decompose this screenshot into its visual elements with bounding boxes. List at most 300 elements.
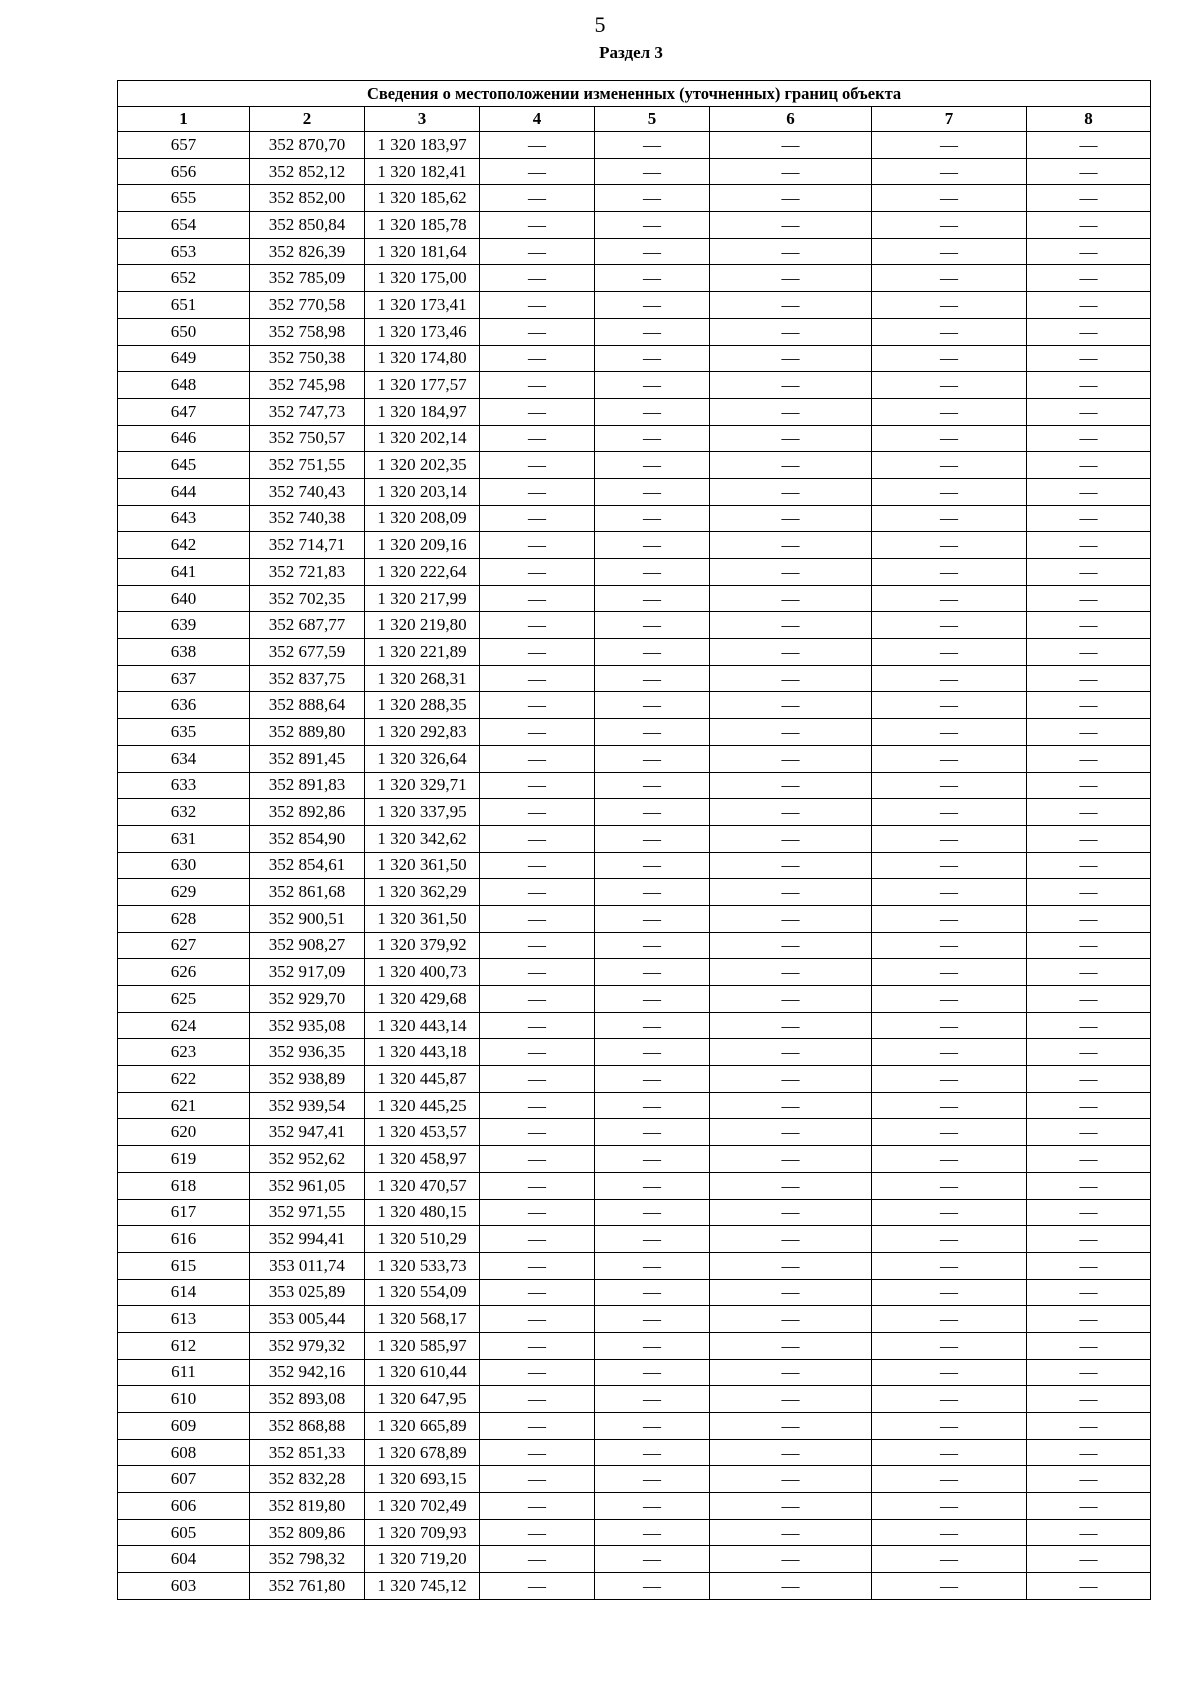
empty-dash-cell: — [480,932,595,959]
empty-dash-cell: — [710,452,872,479]
empty-dash-cell: — [595,292,710,319]
y-coordinate-cell: 1 320 184,97 [365,398,480,425]
point-number-cell: 611 [118,1359,250,1386]
point-number-cell: 656 [118,158,250,185]
point-number-cell: 638 [118,639,250,666]
empty-dash-cell: — [480,398,595,425]
empty-dash-cell: — [1027,452,1151,479]
x-coordinate-cell: 352 942,16 [250,1359,365,1386]
empty-dash-cell: — [872,1332,1027,1359]
empty-dash-cell: — [595,1306,710,1333]
table-row [118,1519,1151,1546]
y-coordinate-cell: 1 320 379,92 [365,932,480,959]
empty-dash-cell: — [710,478,872,505]
empty-dash-cell: — [710,1226,872,1253]
empty-dash-cell: — [710,852,872,879]
table-row [118,719,1151,746]
empty-dash-cell: — [872,185,1027,212]
empty-dash-cell: — [1027,238,1151,265]
empty-dash-cell: — [595,345,710,372]
empty-dash-cell: — [480,185,595,212]
page-number: 5 [594,12,606,37]
empty-dash-cell: — [710,932,872,959]
x-coordinate-cell: 352 908,27 [250,932,365,959]
x-coordinate-cell: 353 011,74 [250,1252,365,1279]
empty-dash-cell: — [480,1039,595,1066]
empty-dash-cell: — [595,986,710,1013]
y-coordinate-cell: 1 320 175,00 [365,265,480,292]
x-coordinate-cell: 352 851,33 [250,1439,365,1466]
empty-dash-cell: — [872,959,1027,986]
x-coordinate-cell: 353 005,44 [250,1306,365,1333]
y-coordinate-cell: 1 320 217,99 [365,585,480,612]
empty-dash-cell: — [1027,1226,1151,1253]
point-number-cell: 657 [118,132,250,159]
column-header: 6 [710,107,872,132]
empty-dash-cell: — [710,372,872,399]
empty-dash-cell: — [595,1386,710,1413]
table-row [118,1493,1151,1520]
empty-dash-cell: — [872,1546,1027,1573]
empty-dash-cell: — [872,1146,1027,1173]
empty-dash-cell: — [710,1012,872,1039]
empty-dash-cell: — [1027,1493,1151,1520]
empty-dash-cell: — [1027,1172,1151,1199]
table-row [118,212,1151,239]
x-coordinate-cell: 353 025,89 [250,1279,365,1306]
empty-dash-cell: — [595,372,710,399]
point-number-cell: 643 [118,505,250,532]
x-coordinate-cell: 352 961,05 [250,1172,365,1199]
empty-dash-cell: — [1027,852,1151,879]
empty-dash-cell: — [480,532,595,559]
empty-dash-cell: — [872,1466,1027,1493]
empty-dash-cell: — [872,478,1027,505]
empty-dash-cell: — [595,932,710,959]
empty-dash-cell: — [1027,745,1151,772]
empty-dash-cell: — [872,532,1027,559]
y-coordinate-cell: 1 320 173,41 [365,292,480,319]
empty-dash-cell: — [480,158,595,185]
empty-dash-cell: — [872,158,1027,185]
empty-dash-cell: — [595,1493,710,1520]
point-number-cell: 651 [118,292,250,319]
empty-dash-cell: — [872,132,1027,159]
empty-dash-cell: — [710,719,872,746]
x-coordinate-cell: 352 891,83 [250,772,365,799]
y-coordinate-cell: 1 320 185,78 [365,212,480,239]
empty-dash-cell: — [480,132,595,159]
empty-dash-cell: — [480,719,595,746]
x-coordinate-cell: 352 721,83 [250,559,365,586]
table-row [118,665,1151,692]
empty-dash-cell: — [595,1466,710,1493]
y-coordinate-cell: 1 320 361,50 [365,852,480,879]
empty-dash-cell: — [1027,212,1151,239]
empty-dash-cell: — [480,372,595,399]
empty-dash-cell: — [710,986,872,1013]
y-coordinate-cell: 1 320 337,95 [365,799,480,826]
empty-dash-cell: — [480,825,595,852]
empty-dash-cell: — [595,238,710,265]
x-coordinate-cell: 352 854,61 [250,852,365,879]
y-coordinate-cell: 1 320 719,20 [365,1546,480,1573]
empty-dash-cell: — [480,852,595,879]
empty-dash-cell: — [872,372,1027,399]
point-number-cell: 622 [118,1066,250,1093]
empty-dash-cell: — [710,959,872,986]
table-row [118,132,1151,159]
table-row [118,585,1151,612]
empty-dash-cell: — [872,665,1027,692]
empty-dash-cell: — [480,212,595,239]
empty-dash-cell: — [1027,772,1151,799]
point-number-cell: 631 [118,825,250,852]
empty-dash-cell: — [595,1012,710,1039]
column-header: 2 [250,107,365,132]
empty-dash-cell: — [480,772,595,799]
x-coordinate-cell: 352 761,80 [250,1573,365,1600]
empty-dash-cell: — [480,1252,595,1279]
empty-dash-cell: — [872,1386,1027,1413]
empty-dash-cell: — [872,212,1027,239]
empty-dash-cell: — [1027,719,1151,746]
empty-dash-cell: — [1027,959,1151,986]
empty-dash-cell: — [872,452,1027,479]
point-number-cell: 628 [118,905,250,932]
empty-dash-cell: — [595,1172,710,1199]
empty-dash-cell: — [872,318,1027,345]
table-row [118,158,1151,185]
empty-dash-cell: — [710,665,872,692]
x-coordinate-cell: 352 994,41 [250,1226,365,1253]
table-row [118,639,1151,666]
table-row [118,905,1151,932]
empty-dash-cell: — [710,212,872,239]
table-row [118,772,1151,799]
y-coordinate-cell: 1 320 533,73 [365,1252,480,1279]
point-number-cell: 620 [118,1119,250,1146]
empty-dash-cell: — [872,1066,1027,1093]
x-coordinate-cell: 352 740,43 [250,478,365,505]
x-coordinate-cell: 352 929,70 [250,986,365,1013]
x-coordinate-cell: 352 747,73 [250,398,365,425]
point-number-cell: 625 [118,986,250,1013]
empty-dash-cell: — [872,1279,1027,1306]
empty-dash-cell: — [710,612,872,639]
x-coordinate-cell: 352 837,75 [250,665,365,692]
point-number-cell: 649 [118,345,250,372]
empty-dash-cell: — [710,559,872,586]
empty-dash-cell: — [710,1146,872,1173]
empty-dash-cell: — [595,1519,710,1546]
x-coordinate-cell: 352 900,51 [250,905,365,932]
y-coordinate-cell: 1 320 693,15 [365,1466,480,1493]
x-coordinate-cell: 352 952,62 [250,1146,365,1173]
x-coordinate-cell: 352 917,09 [250,959,365,986]
empty-dash-cell: — [1027,532,1151,559]
empty-dash-cell: — [595,1573,710,1600]
point-number-cell: 604 [118,1546,250,1573]
point-number-cell: 636 [118,692,250,719]
empty-dash-cell: — [595,505,710,532]
y-coordinate-cell: 1 320 445,87 [365,1066,480,1093]
empty-dash-cell: — [480,986,595,1013]
empty-dash-cell: — [480,585,595,612]
point-number-cell: 603 [118,1573,250,1600]
empty-dash-cell: — [480,1493,595,1520]
column-header: 3 [365,107,480,132]
y-coordinate-cell: 1 320 221,89 [365,639,480,666]
x-coordinate-cell: 352 870,70 [250,132,365,159]
empty-dash-cell: — [872,825,1027,852]
empty-dash-cell: — [480,1546,595,1573]
point-number-cell: 629 [118,879,250,906]
empty-dash-cell: — [595,879,710,906]
x-coordinate-cell: 352 798,32 [250,1546,365,1573]
empty-dash-cell: — [872,799,1027,826]
empty-dash-cell: — [480,559,595,586]
empty-dash-cell: — [595,665,710,692]
empty-dash-cell: — [1027,1573,1151,1600]
table-row [118,745,1151,772]
point-number-cell: 617 [118,1199,250,1226]
empty-dash-cell: — [480,905,595,932]
empty-dash-cell: — [1027,158,1151,185]
empty-dash-cell: — [595,532,710,559]
table-row [118,1146,1151,1173]
y-coordinate-cell: 1 320 326,64 [365,745,480,772]
empty-dash-cell: — [1027,292,1151,319]
table-caption: Сведения о местоположении измененных (уточненных) границ объекта [118,81,1151,107]
empty-dash-cell: — [710,1493,872,1520]
empty-dash-cell: — [872,1413,1027,1440]
empty-dash-cell: — [872,559,1027,586]
empty-dash-cell: — [1027,1092,1151,1119]
empty-dash-cell: — [1027,185,1151,212]
x-coordinate-cell: 352 971,55 [250,1199,365,1226]
table-row [118,825,1151,852]
empty-dash-cell: — [710,345,872,372]
empty-dash-cell: — [1027,932,1151,959]
y-coordinate-cell: 1 320 183,97 [365,132,480,159]
empty-dash-cell: — [872,879,1027,906]
empty-dash-cell: — [872,1226,1027,1253]
x-coordinate-cell: 352 852,00 [250,185,365,212]
empty-dash-cell: — [872,1573,1027,1600]
table-row [118,1012,1151,1039]
empty-dash-cell: — [1027,425,1151,452]
table-row [118,478,1151,505]
empty-dash-cell: — [595,158,710,185]
empty-dash-cell: — [480,692,595,719]
table-row [118,398,1151,425]
empty-dash-cell: — [595,1066,710,1093]
empty-dash-cell: — [710,585,872,612]
empty-dash-cell: — [1027,1279,1151,1306]
empty-dash-cell: — [710,1252,872,1279]
empty-dash-cell: — [1027,986,1151,1013]
x-coordinate-cell: 352 785,09 [250,265,365,292]
y-coordinate-cell: 1 320 568,17 [365,1306,480,1333]
empty-dash-cell: — [710,425,872,452]
empty-dash-cell: — [1027,1306,1151,1333]
x-coordinate-cell: 352 861,68 [250,879,365,906]
empty-dash-cell: — [480,879,595,906]
x-coordinate-cell: 352 770,58 [250,292,365,319]
point-number-cell: 630 [118,852,250,879]
table-row [118,1386,1151,1413]
empty-dash-cell: — [1027,905,1151,932]
empty-dash-cell: — [872,612,1027,639]
empty-dash-cell: — [480,1519,595,1546]
section-title: Раздел 3 [599,43,663,62]
column-header: 4 [480,107,595,132]
empty-dash-cell: — [480,1413,595,1440]
empty-dash-cell: — [872,986,1027,1013]
x-coordinate-cell: 352 888,64 [250,692,365,719]
empty-dash-cell: — [595,559,710,586]
x-coordinate-cell: 352 939,54 [250,1092,365,1119]
empty-dash-cell: — [480,1066,595,1093]
empty-dash-cell: — [872,1092,1027,1119]
empty-dash-cell: — [480,665,595,692]
y-coordinate-cell: 1 320 400,73 [365,959,480,986]
empty-dash-cell: — [1027,1413,1151,1440]
empty-dash-cell: — [1027,1199,1151,1226]
empty-dash-cell: — [710,505,872,532]
empty-dash-cell: — [595,132,710,159]
empty-dash-cell: — [595,1199,710,1226]
empty-dash-cell: — [710,1439,872,1466]
empty-dash-cell: — [480,1092,595,1119]
table-row [118,959,1151,986]
x-coordinate-cell: 352 892,86 [250,799,365,826]
empty-dash-cell: — [872,1439,1027,1466]
empty-dash-cell: — [710,692,872,719]
empty-dash-cell: — [595,692,710,719]
empty-dash-cell: — [595,1279,710,1306]
point-number-cell: 634 [118,745,250,772]
empty-dash-cell: — [595,1359,710,1386]
empty-dash-cell: — [710,825,872,852]
y-coordinate-cell: 1 320 288,35 [365,692,480,719]
y-coordinate-cell: 1 320 510,29 [365,1226,480,1253]
empty-dash-cell: — [480,1119,595,1146]
empty-dash-cell: — [710,1359,872,1386]
point-number-cell: 654 [118,212,250,239]
empty-dash-cell: — [1027,639,1151,666]
x-coordinate-cell: 352 750,38 [250,345,365,372]
empty-dash-cell: — [872,1306,1027,1333]
point-number-cell: 645 [118,452,250,479]
empty-dash-cell: — [710,1039,872,1066]
y-coordinate-cell: 1 320 292,83 [365,719,480,746]
empty-dash-cell: — [480,1466,595,1493]
empty-dash-cell: — [1027,825,1151,852]
point-number-cell: 614 [118,1279,250,1306]
empty-dash-cell: — [710,1466,872,1493]
table-row [118,425,1151,452]
point-number-cell: 633 [118,772,250,799]
empty-dash-cell: — [1027,1519,1151,1546]
empty-dash-cell: — [480,265,595,292]
empty-dash-cell: — [872,292,1027,319]
table-caption-row [118,81,1151,107]
empty-dash-cell: — [595,959,710,986]
empty-dash-cell: — [480,505,595,532]
table-row [118,292,1151,319]
empty-dash-cell: — [1027,1066,1151,1093]
empty-dash-cell: — [872,1119,1027,1146]
empty-dash-cell: — [480,1172,595,1199]
empty-dash-cell: — [480,425,595,452]
x-coordinate-cell: 352 702,35 [250,585,365,612]
empty-dash-cell: — [1027,132,1151,159]
y-coordinate-cell: 1 320 329,71 [365,772,480,799]
y-coordinate-cell: 1 320 445,25 [365,1092,480,1119]
empty-dash-cell: — [595,425,710,452]
y-coordinate-cell: 1 320 443,14 [365,1012,480,1039]
empty-dash-cell: — [595,1092,710,1119]
empty-dash-cell: — [1027,1012,1151,1039]
x-coordinate-cell: 352 677,59 [250,639,365,666]
empty-dash-cell: — [710,1092,872,1119]
point-number-cell: 621 [118,1092,250,1119]
y-coordinate-cell: 1 320 222,64 [365,559,480,586]
y-coordinate-cell: 1 320 203,14 [365,478,480,505]
empty-dash-cell: — [872,905,1027,932]
point-number-cell: 655 [118,185,250,212]
empty-dash-cell: — [1027,665,1151,692]
empty-dash-cell: — [1027,1252,1151,1279]
empty-dash-cell: — [710,265,872,292]
x-coordinate-cell: 352 745,98 [250,372,365,399]
y-coordinate-cell: 1 320 182,41 [365,158,480,185]
empty-dash-cell: — [872,772,1027,799]
empty-dash-cell: — [872,719,1027,746]
empty-dash-cell: — [595,1119,710,1146]
point-number-cell: 650 [118,318,250,345]
empty-dash-cell: — [710,1386,872,1413]
table-row [118,452,1151,479]
empty-dash-cell: — [872,425,1027,452]
empty-dash-cell: — [595,639,710,666]
empty-dash-cell: — [595,1332,710,1359]
empty-dash-cell: — [710,238,872,265]
x-coordinate-cell: 352 687,77 [250,612,365,639]
empty-dash-cell: — [1027,799,1151,826]
table-row [118,1119,1151,1146]
x-coordinate-cell: 352 832,28 [250,1466,365,1493]
empty-dash-cell: — [595,1439,710,1466]
point-number-cell: 607 [118,1466,250,1493]
point-number-cell: 635 [118,719,250,746]
y-coordinate-cell: 1 320 709,93 [365,1519,480,1546]
y-coordinate-cell: 1 320 362,29 [365,879,480,906]
point-number-cell: 642 [118,532,250,559]
empty-dash-cell: — [480,1146,595,1173]
table-row [118,986,1151,1013]
empty-dash-cell: — [872,1493,1027,1520]
empty-dash-cell: — [1027,612,1151,639]
table-row [118,1546,1151,1573]
empty-dash-cell: — [872,1012,1027,1039]
y-coordinate-cell: 1 320 219,80 [365,612,480,639]
column-header: 1 [118,107,250,132]
y-coordinate-cell: 1 320 610,44 [365,1359,480,1386]
empty-dash-cell: — [480,1359,595,1386]
